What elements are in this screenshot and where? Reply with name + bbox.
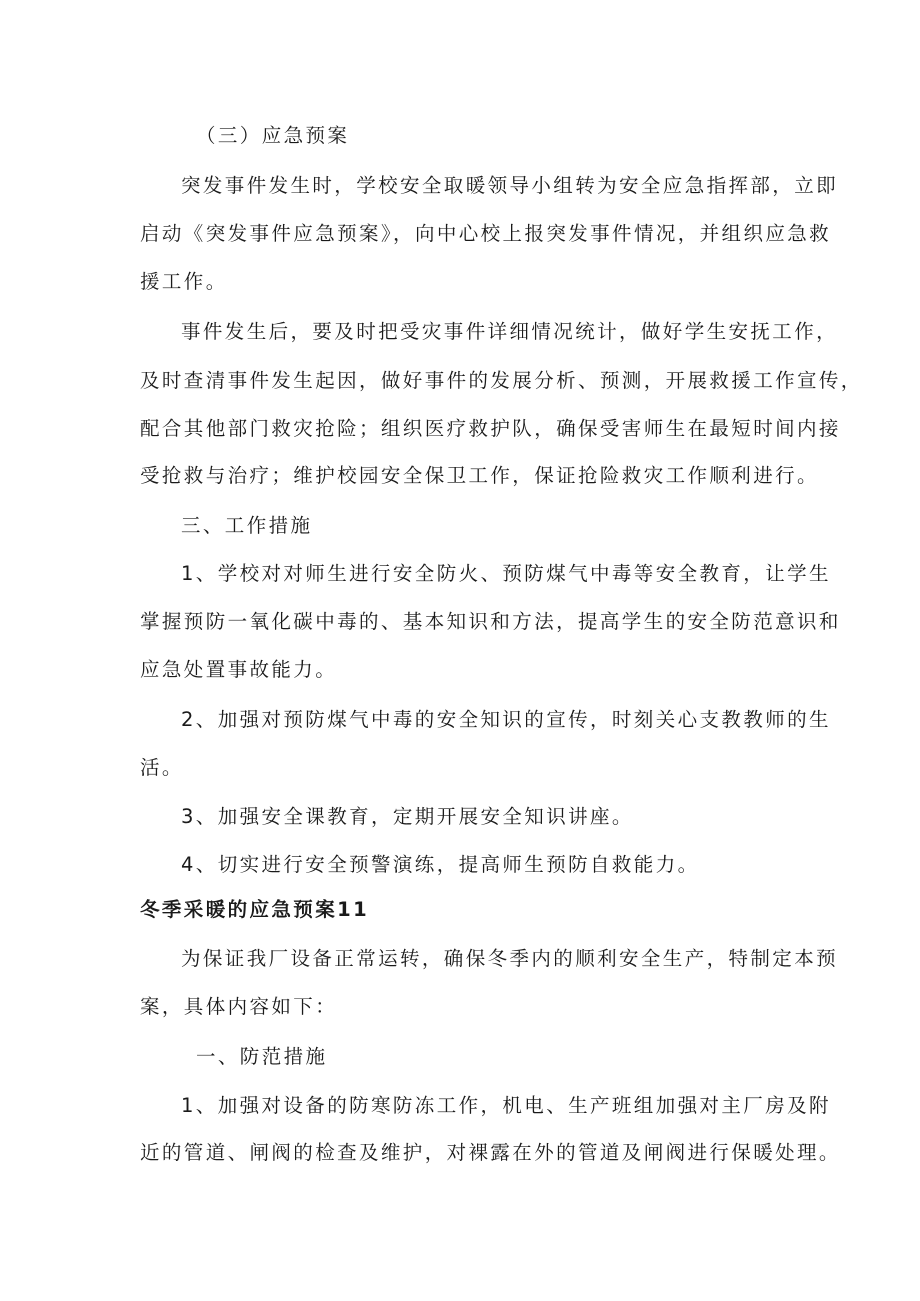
paragraph-line: 援工作。 (140, 270, 228, 293)
paragraph-line: 案，具体内容如下： (140, 995, 338, 1018)
list-item-line: 4、切实进行安全预警演练，提高师生预防自救能力。 (181, 853, 700, 876)
paragraph-line: 配合其他部门救灾抢险；组织医疗救护队，确保受害师生在最短时间内接 (140, 417, 841, 440)
document-title-winter-heating-plan: 冬季采暖的应急预案11 (140, 898, 370, 921)
paragraph-line: 事件发生后，要及时把受灾事件详细情况统计，做好学生安抚工作， (181, 320, 839, 343)
paragraph-line: 启动《突发事件应急预案》，向中心校上报突发事件情况，并组织应急救 (140, 222, 832, 245)
paragraph-line: 活。 (140, 756, 184, 779)
list-item-line: 2、加强对预防煤气中毒的安全知识的宣传，时刻关心支教教师的生 (181, 708, 831, 731)
list-item-line: 1、学校对对师生进行安全防火、预防煤气中毒等安全教育，让学生 (181, 562, 831, 585)
paragraph-line: 掌握预防一氧化碳中毒的、基本知识和方法，提高学生的安全防范意识和 (140, 610, 841, 633)
section-heading-work-measures: 三、工作措施 (181, 514, 313, 537)
list-item-line: 3、加强安全课教育，定期开展安全知识讲座。 (181, 805, 634, 828)
paragraph-line: 突发事件发生时，学校安全取暖领导小组转为安全应急指挥部，立即 (181, 174, 839, 197)
paragraph-line: 及时查清事件发生起因，做好事件的发展分析、预测，开展救援工作宣传， (140, 369, 863, 392)
paragraph-line: 近的管道、闸阀的检查及维护，对裸露在外的管道及闸阀进行保暖处理。 (140, 1141, 841, 1164)
paragraph-line: 应急处置事故能力。 (140, 658, 338, 681)
list-item-line: 1、加强对设备的防寒防冻工作，机电、生产班组加强对主厂房及附 (181, 1094, 831, 1117)
paragraph-line: 为保证我厂设备正常运转，确保冬季内的顺利安全生产，特制定本预 (181, 947, 839, 970)
section-heading-prevention-measures: 一、防范措施 (196, 1045, 328, 1068)
paragraph-line: 受抢救与治疗；维护校园安全保卫工作，保证抢险救灾工作顺利进行。 (140, 464, 819, 487)
section-heading-emergency-plan: （三）应急预案 (196, 124, 350, 147)
